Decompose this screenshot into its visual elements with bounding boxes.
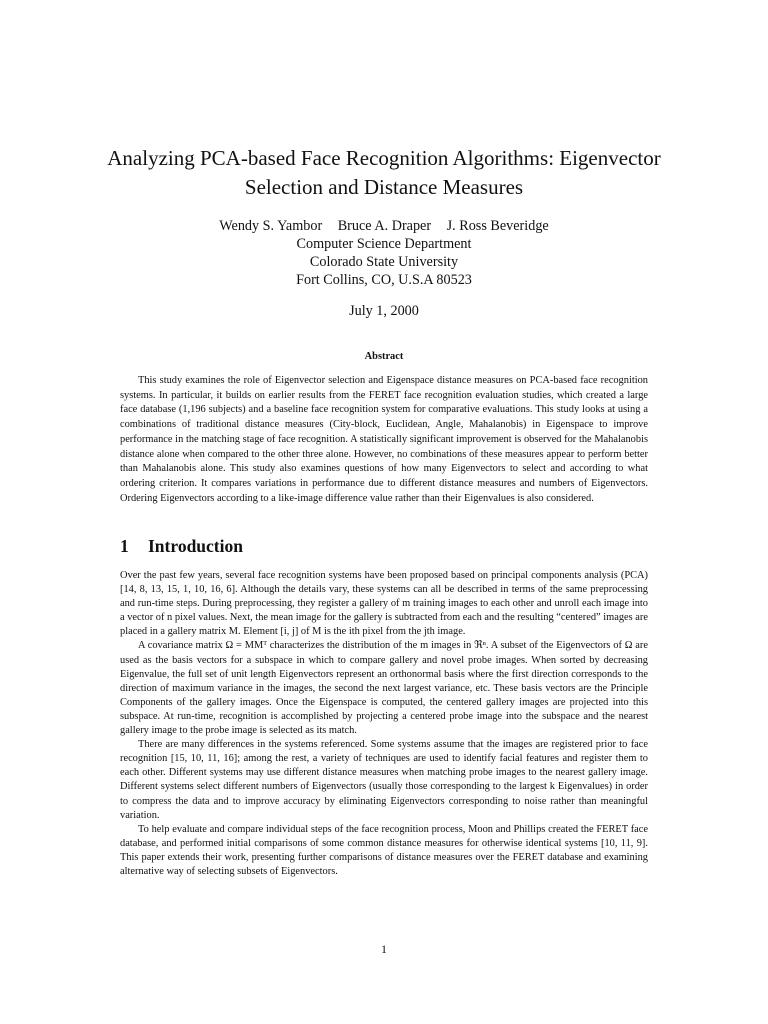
abstract-paragraph: This study examines the role of Eigenvector selection and Eigenspace distance measures on PCA-based face recognition systems. In particular, it builds on earlier results from the FERET face recognition evaluation studies, which created a large face database (1,196 subjects) and a baseline face recognition system for comparative evaluations. This study looks at using a combinations of traditional distance measures (City-block, Euclidean, Angle, Mahalanobis) in Eigenspace to improve performance in the matching stage of face recognition. A statistically significant improvement is observed for the Mahalanobis distance alone when compared to the other three alone. However, no combinations of these measures appear to perform better than Mahalanobis alone. This study also examines questions of how many Eigenvectors to select and according to what ordering criterion. It compares variations in performance due to different distance measures and numbers of Eigenvectors. Ordering Eigenvectors according to a like-image difference value rather than their Eigenvalues is also considered.: [120, 375, 648, 504]
author-name: Wendy S. Yambor: [219, 218, 323, 234]
page-number: 1: [381, 942, 387, 956]
section-number: 1: [120, 536, 129, 556]
section-heading: [120, 535, 243, 557]
author-address: Fort Collins, CO, U.S.A 80523: [296, 272, 472, 288]
author-block: [80, 217, 688, 289]
author-department: Computer Science Department: [296, 236, 472, 252]
paper-date: July 1, 2000: [349, 303, 419, 319]
paper-title: [80, 144, 688, 202]
body-paragraph: A covariance matrix Ω = MMᵀ characterizes the distribution of the m images in ℜⁿ. A subset of the Eigenvectors of Ω are used as the basis vectors for a subspace in which to compare gallery and novel probe images. When sorted by decreasing Eigenvalue, the full set of unit length Eigenvectors represent an orthonormal basis where the first direction corresponds to the direction of maximum variance in the images, the second the next largest variance, etc. These basis vectors are the Principle Components of the gallery images. Once the Eigenspace is computed, the centered gallery images are projected into this subspace. At run-time, recognition is accomplished by projecting a centered probe image into the subspace and the nearest gallery image to the probe image is selected as its match.: [120, 640, 648, 737]
body-paragraph: Over the past few years, several face recognition systems have been proposed based on principal components analysis (PCA) [14, 8, 13, 15, 1, 10, 16, 6]. Although the details vary, these systems can all be described in terms of the same preprocessing and run-time steps. During preprocessing, they register a gallery of m training images to each other and unroll each image into a vector of n pixel values. Next, the mean image for the gallery is subtracted from each and the resulting “centered” images are placed in a gallery matrix M. Element [i, j] of M is the ith pixel from the jth image.: [120, 570, 648, 638]
author-name: Bruce A. Draper: [337, 218, 432, 234]
abstract-heading: Abstract: [364, 351, 404, 362]
section-body: [120, 569, 648, 879]
title-line-2: Selection and Distance Measures: [244, 175, 524, 199]
body-paragraph: To help evaluate and compare individual steps of the face recognition process, Moon and Phillips created the FERET face database, and performed initial comparisons of some common distance measures for otherwise identical systems [10, 11, 9]. This paper extends their work, presenting further comparisons of distance measures over the FERET database and examining alternative way of selecting subsets of Eigenvectors.: [120, 823, 648, 877]
author-university: Colorado State University: [309, 254, 459, 270]
title-line-1: Analyzing PCA-based Face Recognition Algorithms: Eigenvector: [107, 146, 661, 170]
abstract-body: [120, 374, 648, 506]
body-paragraph: There are many differences in the systems referenced. Some systems assume that the images are registered prior to face recognition [15, 10, 11, 16]; among the rest, a variety of techniques are used to identify facial features and register them to each other. Different systems may use different distance measures when matching probe images to the nearest gallery image. Different systems select different numbers of Eigenvectors (usually those corresponding to the largest k Eigenvalues) in order to compress the data and to improve accuracy by eliminating Eigenvectors corresponding to noise rather than meaningful variation.: [120, 739, 648, 821]
author-names: [80, 217, 688, 235]
section-title: Introduction: [148, 536, 243, 556]
author-name: J. Ross Beveridge: [446, 218, 549, 234]
